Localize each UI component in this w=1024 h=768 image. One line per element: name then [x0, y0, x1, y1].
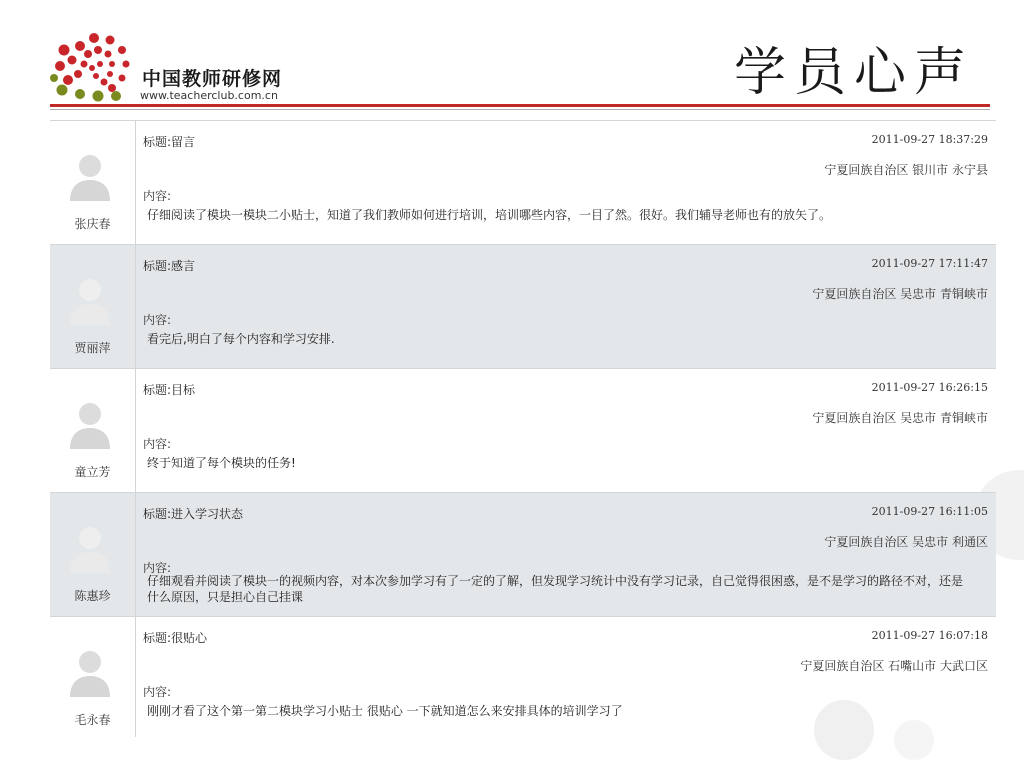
user-column — [50, 617, 136, 737]
user-name[interactable]: 陈惠珍 — [74, 589, 111, 603]
post-subject: 标题:目标 — [143, 383, 196, 397]
header-divider-thin — [50, 109, 990, 110]
page-title: 学员心声 — [733, 43, 974, 103]
post-date: 2011-09-27 16:26:15 — [871, 381, 988, 394]
user-column — [50, 245, 136, 368]
avatar-icon[interactable] — [68, 523, 112, 573]
post-content — [143, 493, 988, 616]
post-content — [143, 121, 988, 244]
post-date: 2011-09-27 18:37:29 — [871, 133, 988, 146]
brand-logo[interactable] — [50, 28, 300, 108]
feedback-item — [50, 617, 996, 737]
brand-url: www.teacherclub.com.cn — [140, 89, 278, 102]
feedback-item — [50, 121, 996, 245]
post-subject: 标题:进入学习状态 — [143, 507, 244, 521]
avatar-icon[interactable] — [68, 399, 112, 449]
feedback-item — [50, 245, 996, 369]
post-location: 宁夏回族自治区 吴忠市 青铜峡市 — [812, 287, 988, 301]
post-text: 看完后,明白了每个内容和学习安排. — [147, 332, 335, 346]
content-label: 内容: — [143, 313, 172, 327]
post-subject: 标题:留言 — [143, 135, 196, 149]
user-name[interactable]: 贾丽萍 — [74, 341, 111, 355]
post-text: 终于知道了每个模块的任务! — [147, 456, 296, 470]
post-content — [143, 369, 988, 492]
avatar-icon[interactable] — [68, 275, 112, 325]
content-label: 内容: — [143, 561, 172, 575]
user-name[interactable]: 张庆春 — [74, 217, 111, 231]
content-label: 内容: — [143, 189, 172, 203]
post-text: 仔细观看并阅读了模块一的视频内容，对本次参加学习有了一定的了解，但发现学习统计中没有学习记录，自己觉得很困惑，是不是学习的路径不对，还是什么原因，只是担心自己挂课 — [147, 574, 964, 604]
post-subject: 标题:很贴心 — [143, 631, 208, 645]
user-column — [50, 493, 136, 616]
logo-dots-icon — [50, 28, 146, 108]
post-date: 2011-09-27 17:11:47 — [871, 257, 988, 270]
post-date: 2011-09-27 16:07:18 — [871, 629, 988, 642]
avatar-icon[interactable] — [68, 151, 112, 201]
post-location: 宁夏回族自治区 吴忠市 青铜峡市 — [812, 411, 988, 425]
post-text: 刚刚才看了这个第一第二模块学习小贴士 很贴心 一下就知道怎么来安排具体的培训学习了 — [147, 704, 623, 718]
post-location: 宁夏回族自治区 石嘴山市 大武口区 — [800, 659, 988, 673]
post-text: 仔细阅读了模块一模块二小贴士，知道了我们教师如何进行培训，培训哪些内容，一目了然。很好。我们辅导老师也有的放矢了。 — [147, 208, 832, 222]
user-name[interactable]: 毛永春 — [74, 713, 111, 727]
page-header — [0, 0, 1024, 118]
header-divider — [50, 104, 990, 107]
content-label: 内容: — [143, 685, 172, 699]
post-content — [143, 245, 988, 368]
user-name[interactable]: 童立芳 — [74, 465, 111, 479]
feedback-list — [50, 120, 996, 737]
feedback-item — [50, 369, 996, 493]
user-column — [50, 121, 136, 244]
feedback-item — [50, 493, 996, 617]
user-column — [50, 369, 136, 492]
post-subject: 标题:感言 — [143, 259, 196, 273]
brand-name: 中国教师研修网 — [142, 68, 283, 90]
post-location: 宁夏回族自治区 银川市 永宁县 — [824, 163, 988, 177]
avatar-icon[interactable] — [68, 647, 112, 697]
post-date: 2011-09-27 16:11:05 — [871, 505, 988, 518]
post-location: 宁夏回族自治区 吴忠市 利通区 — [824, 535, 988, 549]
post-content — [143, 617, 988, 737]
content-label: 内容: — [143, 437, 172, 451]
